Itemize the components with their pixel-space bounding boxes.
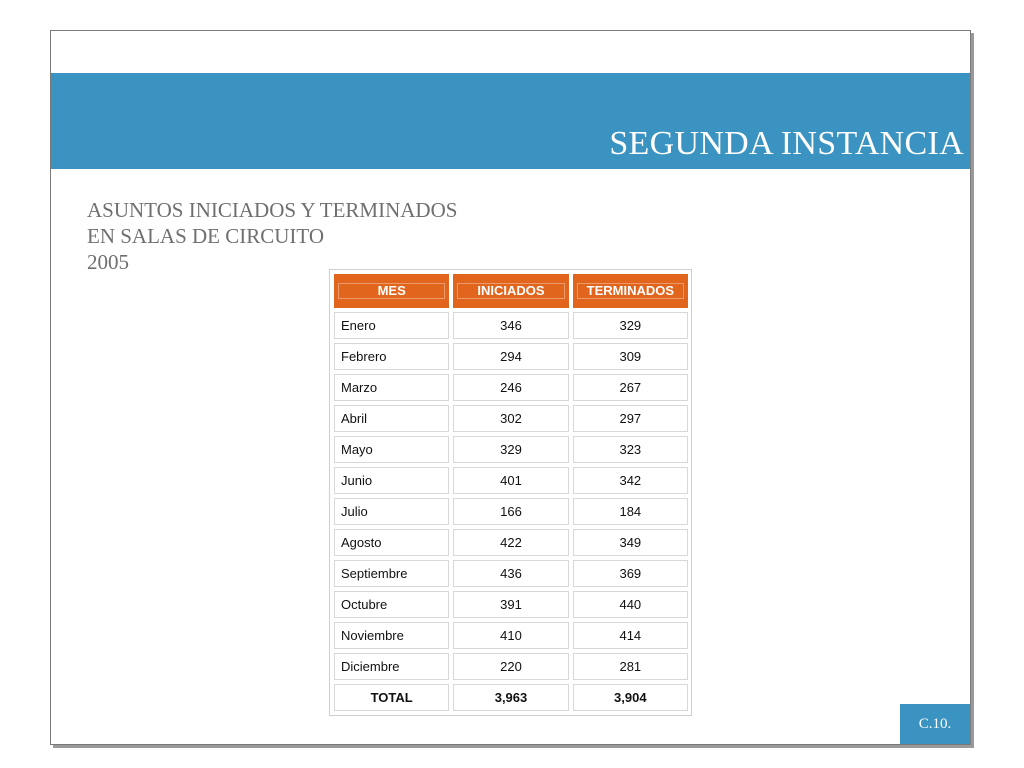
cell-iniciados: 391	[453, 591, 568, 618]
cell-iniciados: 436	[453, 560, 568, 587]
table-row	[334, 405, 688, 432]
cell-iniciados: 329	[453, 436, 568, 463]
data-table	[330, 270, 692, 715]
total-iniciados: 3,963	[453, 684, 568, 711]
cell-terminados: 342	[573, 467, 688, 494]
cell-iniciados: 422	[453, 529, 568, 556]
cell-terminados: 297	[573, 405, 688, 432]
cell-mes: Junio	[334, 467, 449, 494]
table-header-row	[334, 274, 688, 308]
table-total-row	[334, 684, 688, 711]
cell-mes: Octubre	[334, 591, 449, 618]
page-title: SEGUNDA INSTANCIA	[609, 125, 964, 162]
cell-iniciados: 246	[453, 374, 568, 401]
total-terminados: 3,904	[573, 684, 688, 711]
cell-terminados: 267	[573, 374, 688, 401]
total-label: TOTAL	[334, 684, 449, 711]
cell-mes: Noviembre	[334, 622, 449, 649]
table-row	[334, 374, 688, 401]
table-row	[334, 591, 688, 618]
subtitle	[87, 197, 457, 275]
table-row	[334, 622, 688, 649]
cell-mes: Abril	[334, 405, 449, 432]
cell-terminados: 329	[573, 312, 688, 339]
cell-terminados: 369	[573, 560, 688, 587]
cell-iniciados: 346	[453, 312, 568, 339]
cell-terminados: 309	[573, 343, 688, 370]
cell-mes: Marzo	[334, 374, 449, 401]
title-banner	[51, 73, 970, 169]
cell-iniciados: 401	[453, 467, 568, 494]
slide	[50, 30, 971, 745]
cell-mes: Julio	[334, 498, 449, 525]
table-row	[334, 436, 688, 463]
cell-iniciados: 220	[453, 653, 568, 680]
column-header-iniciados: INICIADOS	[453, 274, 568, 308]
table-row	[334, 343, 688, 370]
cell-iniciados: 302	[453, 405, 568, 432]
page-code-badge: C.10.	[900, 704, 970, 744]
subtitle-line-3: 2005	[87, 250, 129, 274]
column-header-mes: MES	[334, 274, 449, 308]
subtitle-line-2: EN SALAS DE CIRCUITO	[87, 224, 325, 248]
table-row	[334, 529, 688, 556]
cell-mes: Septiembre	[334, 560, 449, 587]
column-header-terminados: TERMINADOS	[573, 274, 688, 308]
table-row	[334, 467, 688, 494]
table-row	[334, 560, 688, 587]
cell-mes: Enero	[334, 312, 449, 339]
cell-terminados: 281	[573, 653, 688, 680]
data-table-container	[329, 269, 692, 716]
cell-mes: Febrero	[334, 343, 449, 370]
cell-terminados: 414	[573, 622, 688, 649]
cell-iniciados: 294	[453, 343, 568, 370]
cell-iniciados: 410	[453, 622, 568, 649]
cell-terminados: 323	[573, 436, 688, 463]
subtitle-line-1: ASUNTOS INICIADOS Y TERMINADOS	[87, 198, 458, 222]
cell-terminados: 440	[573, 591, 688, 618]
cell-mes: Diciembre	[334, 653, 449, 680]
table-row	[334, 312, 688, 339]
cell-mes: Agosto	[334, 529, 449, 556]
table-row	[334, 653, 688, 680]
table-row	[334, 498, 688, 525]
cell-terminados: 349	[573, 529, 688, 556]
cell-iniciados: 166	[453, 498, 568, 525]
cell-terminados: 184	[573, 498, 688, 525]
cell-mes: Mayo	[334, 436, 449, 463]
